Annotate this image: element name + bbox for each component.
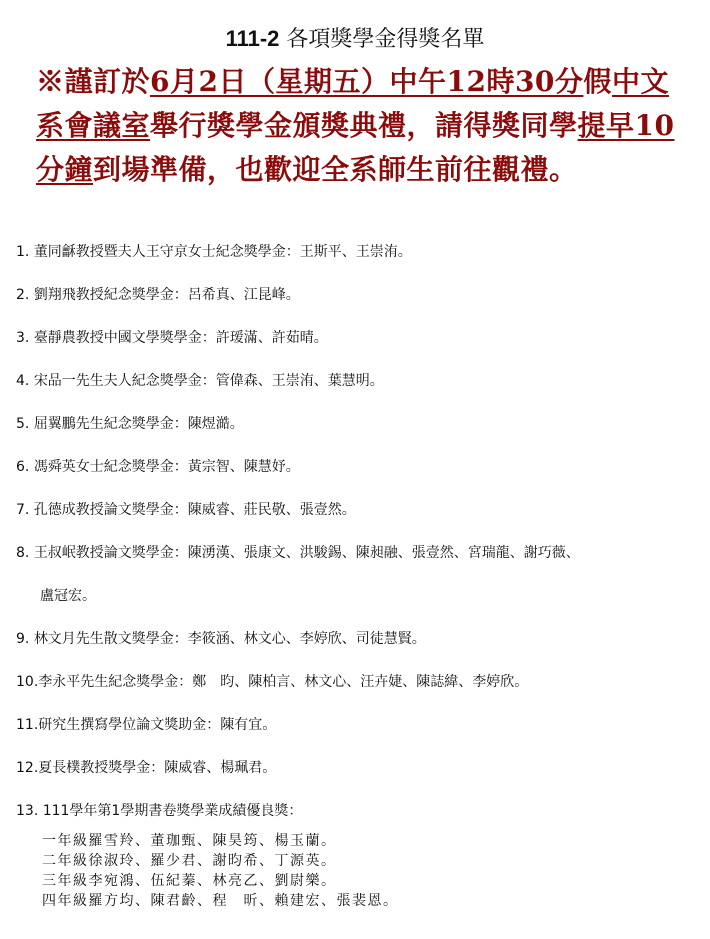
list-item: 5. 屈翼鵬先生紀念獎學金：陳煜澔。 bbox=[16, 416, 244, 432]
list-item: 8. 王叔岷教授論文獎學金：陳湧漢、張康文、洪駿錫、陳昶融、張壹然、宮瑞龍、謝巧薇、 盧冠宏。 bbox=[16, 539, 696, 610]
list-item: 3. 臺靜農教授中國文學獎學金：許瑷滿、許茹晴。 bbox=[16, 330, 328, 346]
notice-part-4: 到場準備，也歡迎全系師生前往觀禮。 bbox=[93, 153, 578, 186]
title-text: 各項獎學金得獎名單 bbox=[286, 27, 485, 52]
notice-date: 6月2日（星期五）中午12時30分 bbox=[150, 65, 584, 98]
grade-row: 三年級李宛鴻、伍紀蓁、林亮乙、劉尉樂。 bbox=[42, 873, 337, 889]
list-item: 11.研究生撰寫學位論文獎助金：陳有宜。 bbox=[16, 717, 277, 733]
list-item: 7. 孔德成教授論文獎學金：陳威睿、莊民敬、張壹然。 bbox=[16, 502, 356, 518]
list-item: 9. 林文月先生散文獎學金：李筱涵、林文心、李婷欣、司徒慧賢。 bbox=[16, 631, 426, 647]
title-code: 111-2 bbox=[225, 26, 280, 51]
notice-part-1: ※謹訂於 bbox=[36, 65, 151, 98]
list-item: 2. 劉翔飛教授紀念獎學金：呂希真、江昆峰。 bbox=[16, 287, 300, 303]
list-item: 6. 馮舜英女士紀念獎學金：黃宗智、陳慧妤。 bbox=[16, 459, 300, 475]
ceremony-notice bbox=[36, 60, 686, 192]
list-item-continuation: 盧冠宏。 bbox=[40, 588, 96, 604]
list-item: 10.李永平先生紀念獎學金：鄭 昀、陳柏言、林文心、汪卉婕、陳誌緯、李婷欣。 bbox=[16, 674, 529, 690]
notice-part-3: 舉行獎學金頒獎典禮，請得獎同學 bbox=[150, 109, 578, 142]
list-item: 1. 董同龢教授暨夫人王守京女士紀念獎學金：王斯平、王崇洧。 bbox=[16, 244, 412, 260]
page-title bbox=[0, 22, 710, 53]
list-item: 13. 111學年第1學期書卷獎學業成績優良獎： bbox=[16, 803, 303, 819]
grade-row: 四年級羅方均、陳君齡、程 昕、賴建宏、張裴恩。 bbox=[42, 893, 399, 909]
notice-early: 提早10分鐘 bbox=[36, 109, 675, 186]
scholarship-list bbox=[16, 238, 696, 911]
list-item: 12.夏長樸教授獎學金：陳威睿、楊珮君。 bbox=[16, 760, 277, 776]
notice-part-2: 假 bbox=[583, 65, 612, 98]
notice-venue: 中文系會議室 bbox=[36, 65, 669, 142]
list-item: 4. 宋品一先生夫人紀念獎學金：管偉森、王崇洧、葉慧明。 bbox=[16, 373, 384, 389]
grade-list bbox=[16, 831, 696, 911]
grade-row: 一年級羅雪羚、董珈甄、陳昊筠、楊玉蘭。 bbox=[42, 833, 337, 849]
grade-row: 二年級徐淑玲、羅少君、謝昀希、丁源英。 bbox=[42, 853, 337, 869]
